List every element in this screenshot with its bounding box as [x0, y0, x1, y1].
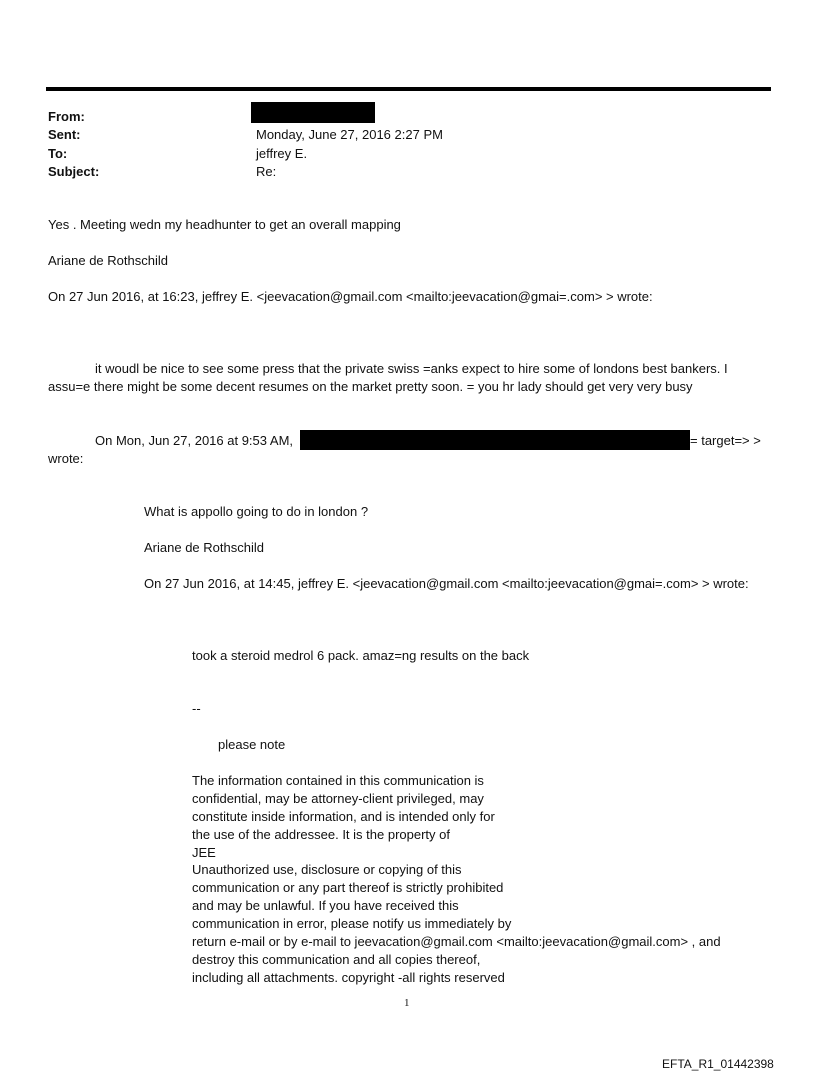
quote2-prefix: On Mon, Jun 27, 2016 at 9:53 AM,: [95, 433, 294, 448]
please-note: please note: [218, 737, 286, 752]
quote3-line: took a steroid medrol 6 pack. amaz=ng results on the back: [192, 648, 530, 663]
page-number: 1: [404, 997, 410, 1009]
to-label: To:: [48, 146, 68, 161]
disclaimer-line: the use of the addressee. It is the property of: [192, 827, 450, 842]
body-line: Yes . Meeting wedn my headhunter to get an overall mapping: [48, 217, 401, 232]
quote-paragraph-line: it woudl be nice to see some press that the private swiss =anks expect to hire some of londons best bankers. I: [95, 361, 728, 376]
redacted-from: [251, 102, 375, 123]
disclaimer-line: communication in error, please notify us immediately by: [192, 916, 512, 931]
disclaimer-line: and may be unlawful. If you have received this: [192, 898, 459, 913]
disclaimer-line: JEE: [192, 845, 216, 860]
sent-value: Monday, June 27, 2016 2:27 PM: [256, 127, 443, 142]
disclaimer-line: communication or any part thereof is strictly prohibited: [192, 880, 504, 895]
disclaimer-line: constitute inside information, and is intended only for: [192, 809, 495, 824]
disclaimer-line: return e-mail or by e-mail to jeevacation@gmail.com <mailto:jeevacation@gmail.com> , and: [192, 934, 721, 949]
sent-label: Sent:: [48, 127, 81, 142]
disclaimer-line: confidential, may be attorney-client privileged, may: [192, 791, 484, 806]
signature-separator: --: [192, 701, 201, 716]
quote2-suffix: = target=> >: [690, 433, 761, 448]
quote2-signature: Ariane de Rothschild: [144, 540, 264, 555]
quote2-line: What is appollo going to do in london ?: [144, 504, 369, 519]
signature: Ariane de Rothschild: [48, 253, 168, 268]
to-value: jeffrey E.: [256, 146, 308, 161]
subject-label: Subject:: [48, 164, 100, 179]
redacted-sender: [300, 430, 690, 450]
document-id: EFTA_R1_01442398: [662, 1057, 774, 1071]
quote-paragraph-line: assu=e there might be some decent resumes on the market pretty soon. = you hr lady should get very very busy: [48, 379, 693, 394]
disclaimer-line: destroy this communication and all copies thereof,: [192, 952, 481, 967]
quote3-header: On 27 Jun 2016, at 14:45, jeffrey E. <jeevacation@gmail.com <mailto:jeevacation@gmai=.com> > wrote:: [144, 576, 749, 591]
disclaimer-line: Unauthorized use, disclosure or copying of this: [192, 862, 462, 877]
quote-header: On 27 Jun 2016, at 16:23, jeffrey E. <jeevacation@gmail.com <mailto:jeevacation@gmai=.com> > wrote:: [48, 289, 653, 304]
disclaimer-line: including all attachments. copyright -all rights reserved: [192, 970, 505, 985]
disclaimer-line: The information contained in this communication is: [192, 773, 484, 788]
quote2-wrote: wrote:: [48, 451, 84, 466]
from-label: From:: [48, 109, 85, 124]
header-rule: [46, 87, 771, 91]
subject-value: Re:: [256, 164, 277, 179]
